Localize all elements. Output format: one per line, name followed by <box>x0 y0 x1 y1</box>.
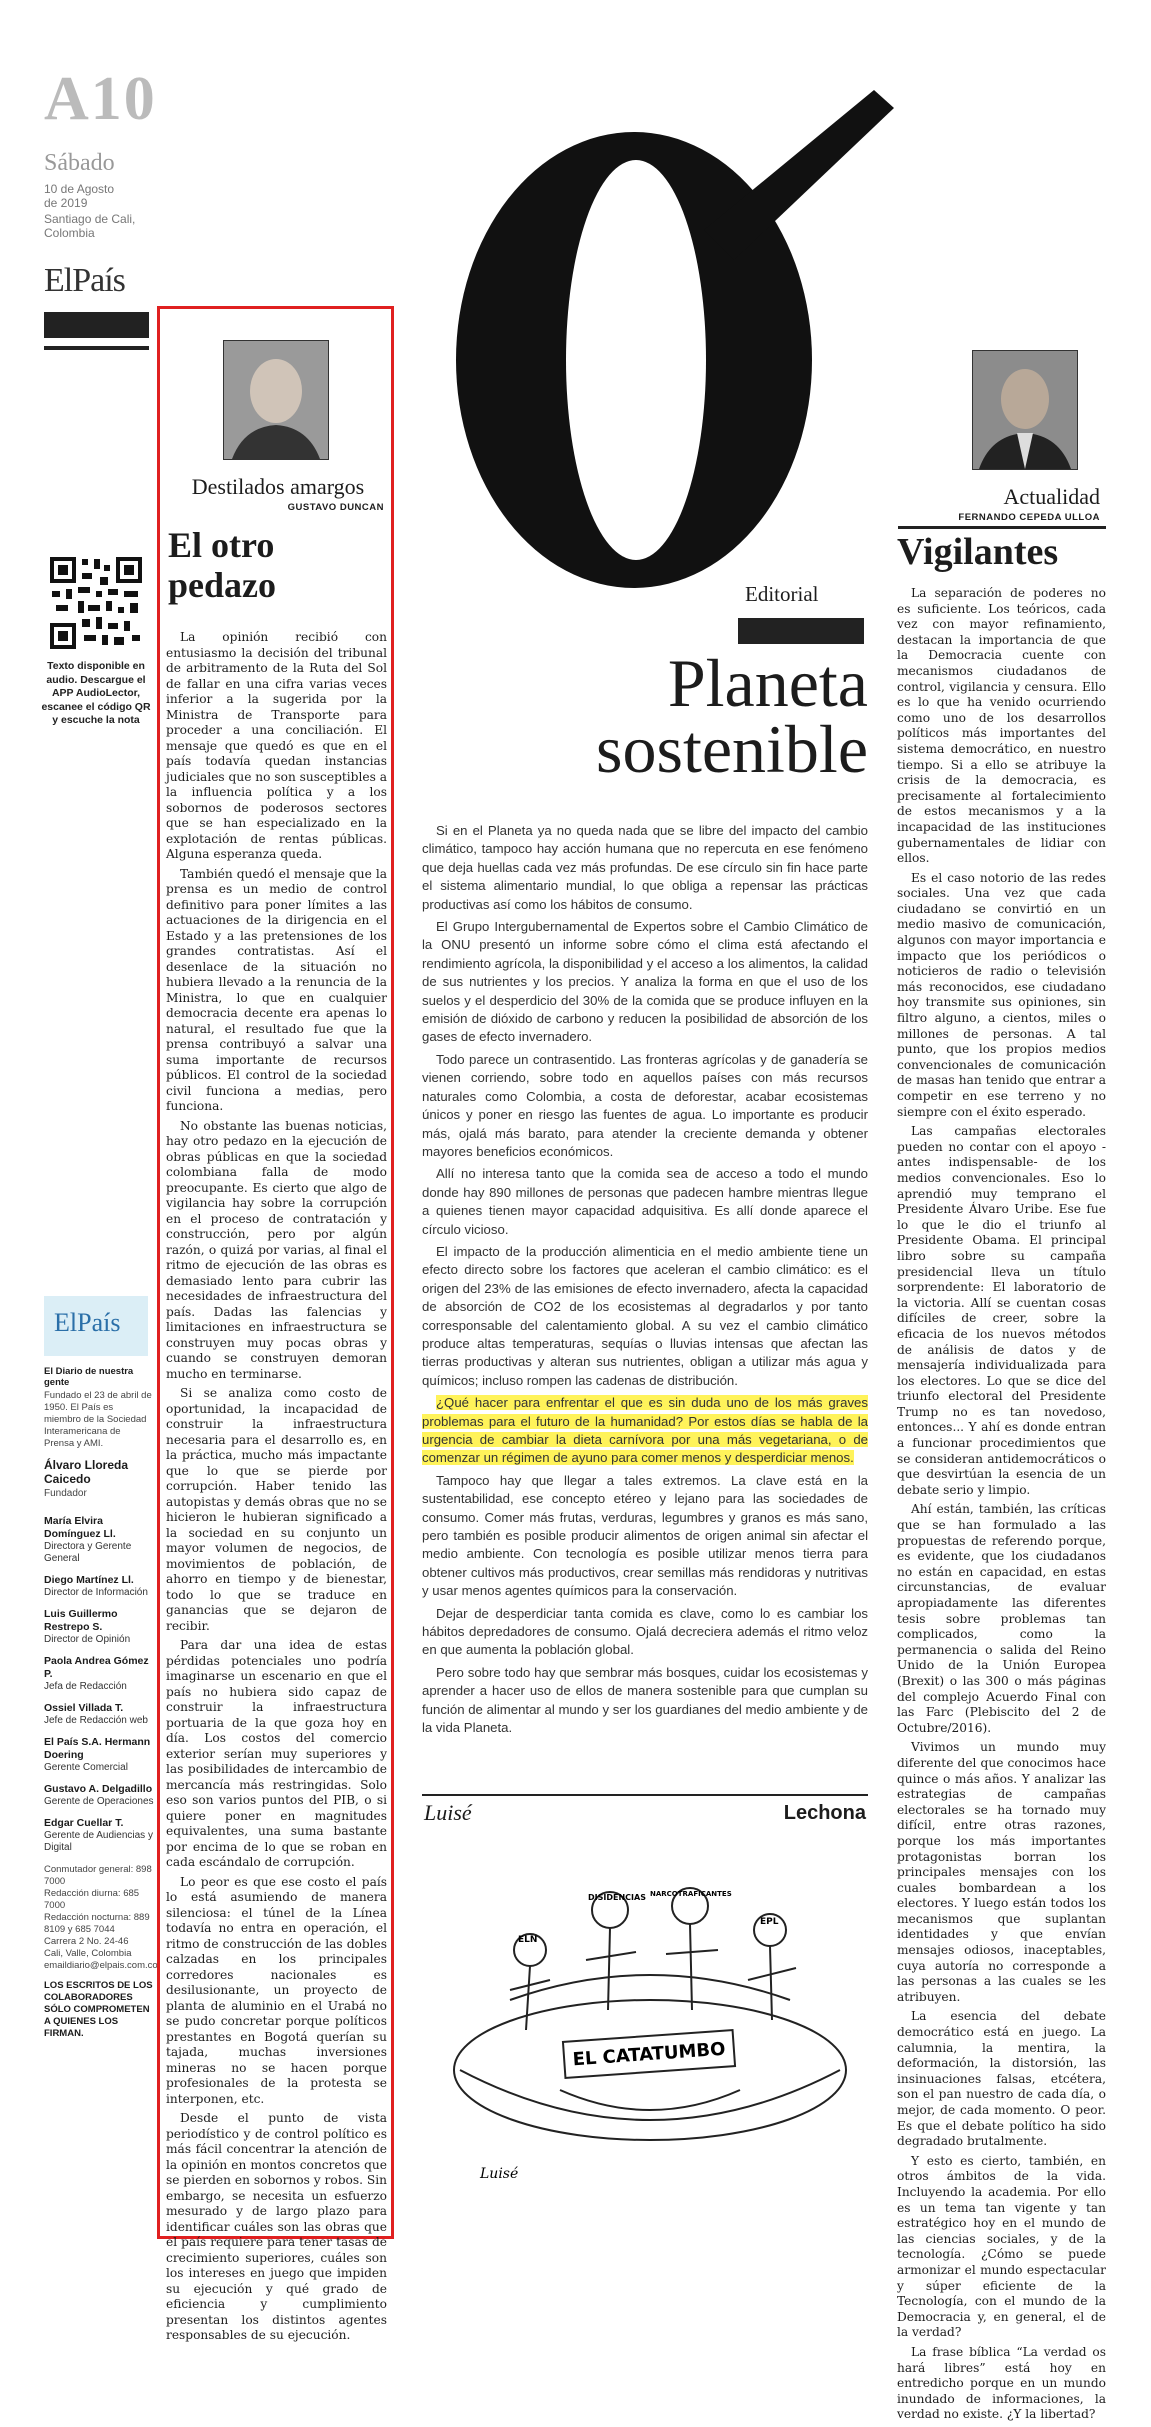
body-paragraph: Para dar una idea de estas pérdidas potenciales uno podría imaginarse un escenario en que el país no hubiera sido capaz de construir la infraestructura portuaria de la que goza hoy en día. Los costos del comercio exterior serían muy superiores y las posibilidades de intercambio de mercancía más restringidas. Solo eso son varios puntos del PIB, o si quiere poner en magnitudes equivalentes, una suma bastante por encima de lo que se roban en cada escándalo de corrupción. <box>166 1638 387 1869</box>
founder-name: Álvaro Lloreda Caicedo <box>44 1458 129 1486</box>
qr-code[interactable] <box>48 555 144 651</box>
body-paragraph: Si se analiza como costo de oportunidad, la incapacidad de construir la infraestructura necesaria para el desarrollo es, en la práctica, mucho más impactante que lo que se pierde por corrupción. Haber tenido las autopistas y demás obras que no se hicieron le hubieran significado a la sociedad en su conjunto un mayor volumen de negocios, de movimientos de población, de ahorro en tiempo y de bienestar, todo lo que se traduce en ganancias que se dejaron de recibir. <box>166 1386 387 1633</box>
qr-caption: Texto disponible en audio. Descargue el APP AudioLector, escanee el código QR y escuche la nota <box>41 660 151 726</box>
masthead-founded: Fundado el 23 de abril de 1950. El País es miembro de la Sociedad Interamericana de Prensa y AMI. <box>44 1390 152 1449</box>
cartoon-label: ELN <box>518 1935 538 1945</box>
column-body <box>166 630 387 2348</box>
date-label: 10 de Agosto de 2019 <box>44 182 115 210</box>
column-title-line1: El otro <box>168 525 275 565</box>
staff-name: Gustavo A. Delgadillo <box>44 1783 153 1795</box>
cartoon-title: Lechona <box>783 1802 866 1824</box>
right-column-rule <box>898 526 1106 529</box>
staff-role: Jefa de Redacción <box>44 1681 127 1692</box>
staff-name: Luis Guillermo Restrepo S. <box>44 1608 118 1633</box>
masthead-box <box>44 1296 148 1356</box>
staff-entry <box>44 1702 154 1727</box>
body-paragraph: También quedó el mensaje que la prensa es un medio de control definitivo para poner límites a las actuaciones de la dirigencia en el Estado y a las pretensiones de los grandes contratistas. Así el desenlace de la situación no hubiera llevado a la renuncia de la Ministra, lo que en cualquier democracia decente era apenas lo natural, el resultado fue que la prensa contribuyó a salvar una suma importante de recursos públicos. El control de la sociedad civil funciona a medias, pero funciona. <box>166 866 387 1113</box>
staff-entry <box>44 1608 154 1646</box>
staff-name: Diego Martínez Ll. <box>44 1574 134 1586</box>
editorial-paragraph: Pero sobre todo hay que sembrar más bosques, cuidar los ecosistemas y aprender a hacer uso de ellos de manera sostenible para que cumplan su función de alimentar al mundo y ser los guardianes del medio ambiente y de la vida Planeta. <box>422 1664 868 1736</box>
brand-logo: ElPaís <box>44 262 125 299</box>
header-bar <box>44 312 149 338</box>
cartoon-signature: Luisé <box>480 2166 519 2182</box>
body-paragraph: Las campañas electorales pueden no contar con el apoyo -antes indispensable- de los medios convencionales. Eso lo aprendió muy temprano el Presidente Álvaro Uribe. Ese fue lo que le dio el triunfo al Presidente Obama. El principal libro sobre su campaña presidencial lleva un título sorprendente: El laboratorio de la victoria. Allí se cuentan cosas difíciles de creer, sobre la eficacia de los nuevos métodos de análisis de datos y de mensajería individualizada para los electores. Lo que se dice del triunfo electoral del Presidente Trump no es tan novedoso, entonces... Y ahí es donde entran a funcionar procedimientos que se consideran antidemocráticos o que desvirtúan la esencia de un debate serio y limpio. <box>897 1124 1106 1497</box>
editorial-bar <box>738 618 864 644</box>
staff-role: Gerente de Operaciones <box>44 1796 154 1807</box>
staff-name: Ossiel Villada T. <box>44 1702 124 1714</box>
body-paragraph: No obstante las buenas noticias, hay otro pedazo en la ejecución de obras públicas en que la sociedad colombiana falla de modo preocupante. Es cierto que algo de vigilancia hay sobre la corrupción en el proceso de contratación y construcción, pero por algún razón, o quizá por varias, al final el ritmo de ejecución de las obras es demasiado lento para cubrir las necesidades de infraestructura del país. Dadas las falencias y limitaciones en infraestructura se construyen muy pocas obras y cuando se construyen demoran mucho en terminarse. <box>166 1118 387 1381</box>
editorial-paragraph: El impacto de la producción alimenticia en el medio ambiente tiene un efecto directo sobre los factores que aceleran el cambio climático: es el origen del 23% de las emisiones de efecto invernadero, afecta la capacidad de absorción de CO2 de los ecosistemas al degradarlos y por tanto corresponsable del calentamiento global. A su vez el cambio climático produce altas temperaturas, sequías o lluvias intensas que afectan las tierras productivas y alteran sus nutrientes, obligan a utilizar más agua y químicos; incluso rompen las cadenas de distribución. <box>422 1243 868 1388</box>
column-title-line2: pedazo <box>168 565 276 605</box>
cartoon-image <box>440 1840 860 2190</box>
staff-entry <box>44 1736 154 1774</box>
disclaimer: LOS ESCRITOS DE LOS COLABORADORES SÓLO COMPROMETEN A QUIENES LOS FIRMAN. <box>44 1980 153 2039</box>
staff-name: Edgar Cuellar T. <box>44 1817 124 1829</box>
cartoon-top-rule <box>422 1794 868 1796</box>
opinion-logo-icon <box>404 60 904 620</box>
body-paragraph: Es el caso notorio de las redes sociales. Una vez que cada ciudadano se convirtió en un medio masivo de comunicación, algunos con mayor importancia e impacto que los periódicos o noticieros de radio o televisión más reconocidos, ese ciudadano hoy transmite sus opiniones, sin filtro alguno, a cientos, miles o millones de personas. A tal punto, que los propios medios convencionales de comunicación de masas han tenido que entrar a competir en ese terreno y no siempre con el éxito esperado. <box>897 870 1106 1119</box>
column-section: Destilados amargos <box>191 474 365 499</box>
masthead-brand: ElPaís <box>54 1308 121 1337</box>
staff-role: Gerente de Audiencias y Digital <box>44 1830 153 1853</box>
body-paragraph: Desde el punto de vista periodístico y de control político es más fácil concentrar la atención de la opinión en montos concretos que se pierden en sobornos y robos. Sin embargo, se necesita un esfuerzo mesurado y de largo plazo para identificar cuáles son las obras que el país requiere para tener tasas de crecimiento superiores, cuáles son los intereses en juego que impiden su ejecución y qué grado de eficiencia y cumplimiento presentan los distintos agentes responsables de su ejecución. <box>166 2111 387 2342</box>
editorial-paragraph: El Grupo Intergubernamental de Expertos sobre el Cambio Climático de la ONU presentó un informe sobre cómo el clima está afectando el rendimiento agrícola, la disponibilidad y el acceso a los alimentos, la calidad de sus nutrientes y los precios. Y analiza la forma en que el uso de los suelos y el desperdicio del 30% de la comida que se produce influyen en la emisión de dióxido de carbono y reducen la posibilidad de absorción de los gases de efecto invernadero. <box>422 919 868 1045</box>
staff-name: Paola Andrea Gómez P. <box>44 1655 149 1680</box>
day-label: Sábado <box>44 150 115 176</box>
body-paragraph: Lo peor es que ese costo el país lo está asumiendo de manera silenciosa: el túnel de la Línea todavía no entra en operación, el ritmo de construcción de las dobles calzadas en los principales corredores nacionales es desilusionante, un proyecto de planta de aluminio en el Urabá no se pudo concretar porque políticos prestantes en Bogotá querían su tajada, muchas inversiones mineras no se hacen porque profesionales de la protesta se interponen, etc. <box>166 1874 387 2106</box>
editorial-paragraph: Tampoco hay que llegar a tales extremos. La clave está en la sustentabilidad, ese concepto etéreo y lejano para las sociedades de consumo. Comer más frutas, verduras, legumbres y granos es más sano, pero también es posible producir alimentos de origen animal sin afectar el medio ambiente. Con tecnología es posible utilizar menos tierra para obtener cultivos más productivos, crear semillas más rendidoras y nutritivas y usar menos agentes químicos para la conservación. <box>422 1472 868 1599</box>
staff-entry <box>44 1574 154 1599</box>
editorial-label: Editorial <box>745 582 819 606</box>
editorial-paragraph: Allí no interesa tanto que la comida sea de acceso a todo el mundo donde hay 890 millones de personas que padecen hambre mientras llegue a quienes tienen mayor capacidad adquisitiva. Es allí donde aparece el círculo vicioso. <box>422 1166 868 1237</box>
staff-name: María Elvira Domínguez Ll. <box>44 1515 116 1540</box>
staff-role: Jefe de Redacción web <box>44 1715 148 1726</box>
cartoon-drawing-icon <box>440 1840 860 2190</box>
right-column-author: FERNANDO CEPEDA ULLOA <box>958 512 1100 523</box>
cartoon-banner: EL CATATUMBO <box>571 2038 727 2071</box>
staff-list <box>44 1506 158 2040</box>
editorial-highlight[interactable] <box>422 1394 868 1468</box>
big-o-logo <box>404 60 904 620</box>
body-paragraph: La separación de poderes no es suficiente. Los teóricos, cada vez con mayor refinamiento, destacan la importancia de que la Democracia cuente con mecanismos ciudadanos de control, vigilancia y censura. Ello es lo que ha venido ocurriendo como uno de los desarrollos políticos más importantes del sistema democrático, en nuestro tiempo. Si a ello se atribuye la crisis de la democracia, es precisamente al fortalecimiento de estos mecanismos y a la incapacidad de las instituciones gubernamentales de lidiar con ellos. <box>897 586 1106 866</box>
cartoon-label: NARCOTRAFICANTES <box>650 1890 732 1898</box>
header-bar-thin <box>44 346 149 350</box>
editorial-title <box>420 645 868 787</box>
contact-info: Conmutador general: 898 7000 Redacción diurna: 685 7000 Redacción nocturna: 889 8109 y 685 7044 Carrera 2 No. 24-46 Cali, Valle, Colombia emaildiario@elpais.com.co <box>44 1864 158 1971</box>
staff-role: Director de Información <box>44 1587 148 1598</box>
right-column-section: Actualidad <box>1003 484 1100 509</box>
staff-entry <box>44 1817 154 1854</box>
cartoon-artist: Luisé <box>424 1800 472 1825</box>
editorial-paragraph: Si en el Planeta ya no queda nada que se libre del impacto del cambio climático, tampoco hay acción humana que no repercuta en ese fenómeno que deja huellas cada vez más profundas. De ese círculo sin fin hace parte el sistema alimentario mundial, lo que obliga a repensar las prácticas productivas así como los hábitos de consumo. <box>422 823 868 912</box>
staff-entry <box>44 1655 154 1693</box>
person-icon <box>224 341 328 459</box>
page-number: A10 <box>44 65 157 133</box>
editorial-paragraph: Todo parece un contrasentido. Las fronteras agrícolas y de ganadería se vienen corriendo, sobre todo en aquellos países con más recursos naturales como Colombia, a costa de deforestar, acabar ecosistemas únicos y poner en riesgo las fuentes de agua. Lo importante es producir más, ojalá más barato, para atender la creciente demanda y obtener mayores beneficios económicos. <box>422 1051 868 1159</box>
staff-entry <box>44 1515 154 1565</box>
body-paragraph: La esencia del debate democrático está en juego. La calumnia, la mentira, la deformación, la distorsión, las insinuaciones falsas, etcétera, son el pan nuestro de cada día, o mejor, de cada momento. O peor. Es que el debate político ha sido degradado brutalmente. <box>897 2009 1106 2149</box>
masthead-tagline: El Diario de nuestra gente <box>44 1366 134 1388</box>
right-column-title: Vigilantes <box>897 531 1059 573</box>
founder-role: Fundador <box>44 1488 87 1499</box>
highlighted-text: ¿Qué hacer para enfrentar el que es sin duda uno de los más graves problemas para el futuro de la humanidad? Por estos días se habla de la urgencia de cambiar la dieta carnívora por una más vegetariana, o de comenzar un régimen de ayuno para comer menos y desperdiciar menos. <box>422 1395 868 1466</box>
staff-role: Gerente Comercial <box>44 1762 128 1773</box>
body-paragraph: Ahí están, también, las críticas que se han formulado a las propuestas de referendo porque, es evidente, que los ciudadanos no están en capacidad, en estas circunstancias, de evaluar apropiadamente las diferentes tesis sobre problemas tan complicados, como la permanencia o salida del Reino Unido de la Unión Europea (Brexit) o las 300 o más páginas del complejo Acuerdo Final con las Farc (Plebiscito del 2 de Octubre/2016). <box>897 1502 1106 1735</box>
author-photo <box>223 340 329 460</box>
column-title <box>168 525 388 605</box>
cartoon-label: EPL <box>760 1917 779 1927</box>
body-paragraph: Vivimos un mundo muy diferente del que conocimos hace quince o más años. Y analizar las estrategias de campañas electorales se ha tornado muy difícil, entre otras razones, porque los más importantes protagonistas borran los principales mensajes con los cuales bombardean a los electores. Y luego están todos los mecanismos que suplantan identidades y que envían mensajes odiosos, inaceptables, cuya autoría no corresponde a las personas a las cuales se les atribuyen. <box>897 1740 1106 2004</box>
staff-role: Directora y Gerente General <box>44 1541 132 1564</box>
cartoon-label: DISIDENCIAS <box>588 1893 646 1902</box>
editorial-title-line1: Planeta <box>667 645 868 721</box>
editorial-title-line2: sostenible <box>596 711 868 787</box>
editorial-paragraph: Dejar de desperdiciar tanta comida es clave, como lo es cambiar los hábitos depredadores de consumo. Ojalá decreciera además el ritmo veloz en que aumenta la población global. <box>422 1605 868 1658</box>
body-paragraph: La opinión recibió con entusiasmo la decisión del tribunal de arbitramento de la Ruta del Sol de fallar en una cifra varias veces inferior a la sugerida por la Ministra de Transporte para proceder a una conciliación. El mensaje que quedó es que en el país todavía quedan instancias judiciales que no son susceptibles a la influencia política y a los sobornos de poderosos sectores que se han especializado en la explotación de rentas públicas. Alguna esperanza queda. <box>166 630 387 861</box>
editorial-body <box>422 822 868 1742</box>
staff-entry <box>44 1783 154 1808</box>
person-icon <box>973 351 1077 469</box>
place-label: Santiago de Cali, Colombia <box>44 212 136 240</box>
staff-role: Director de Opinión <box>44 1634 131 1645</box>
staff-name: El País S.A. Hermann Doering <box>44 1736 151 1761</box>
column-author: GUSTAVO DUNCAN <box>287 502 384 513</box>
body-paragraph: Y esto es cierto, también, en otros ámbitos de la vida. Incluyendo la academia. Por ello es un tema tan vigente y tan estratégico hoy en el mundo de las ciencias sociales, y de la tecnología. ¿Cómo se puede armonizar el mundo espectacular y súper eficiente de la Tecnología, con el mundo de la Democracia y, en general, el de la verdad? <box>897 2153 1106 2340</box>
body-paragraph: La frase bíblica “La verdad os hará libres” está hoy en entredicho porque en un mundo inundado de informaciones, la verdad no existe. ¿Y la libertad? <box>897 2344 1106 2422</box>
right-column-body <box>897 586 1106 2427</box>
author-photo-right <box>972 350 1078 470</box>
